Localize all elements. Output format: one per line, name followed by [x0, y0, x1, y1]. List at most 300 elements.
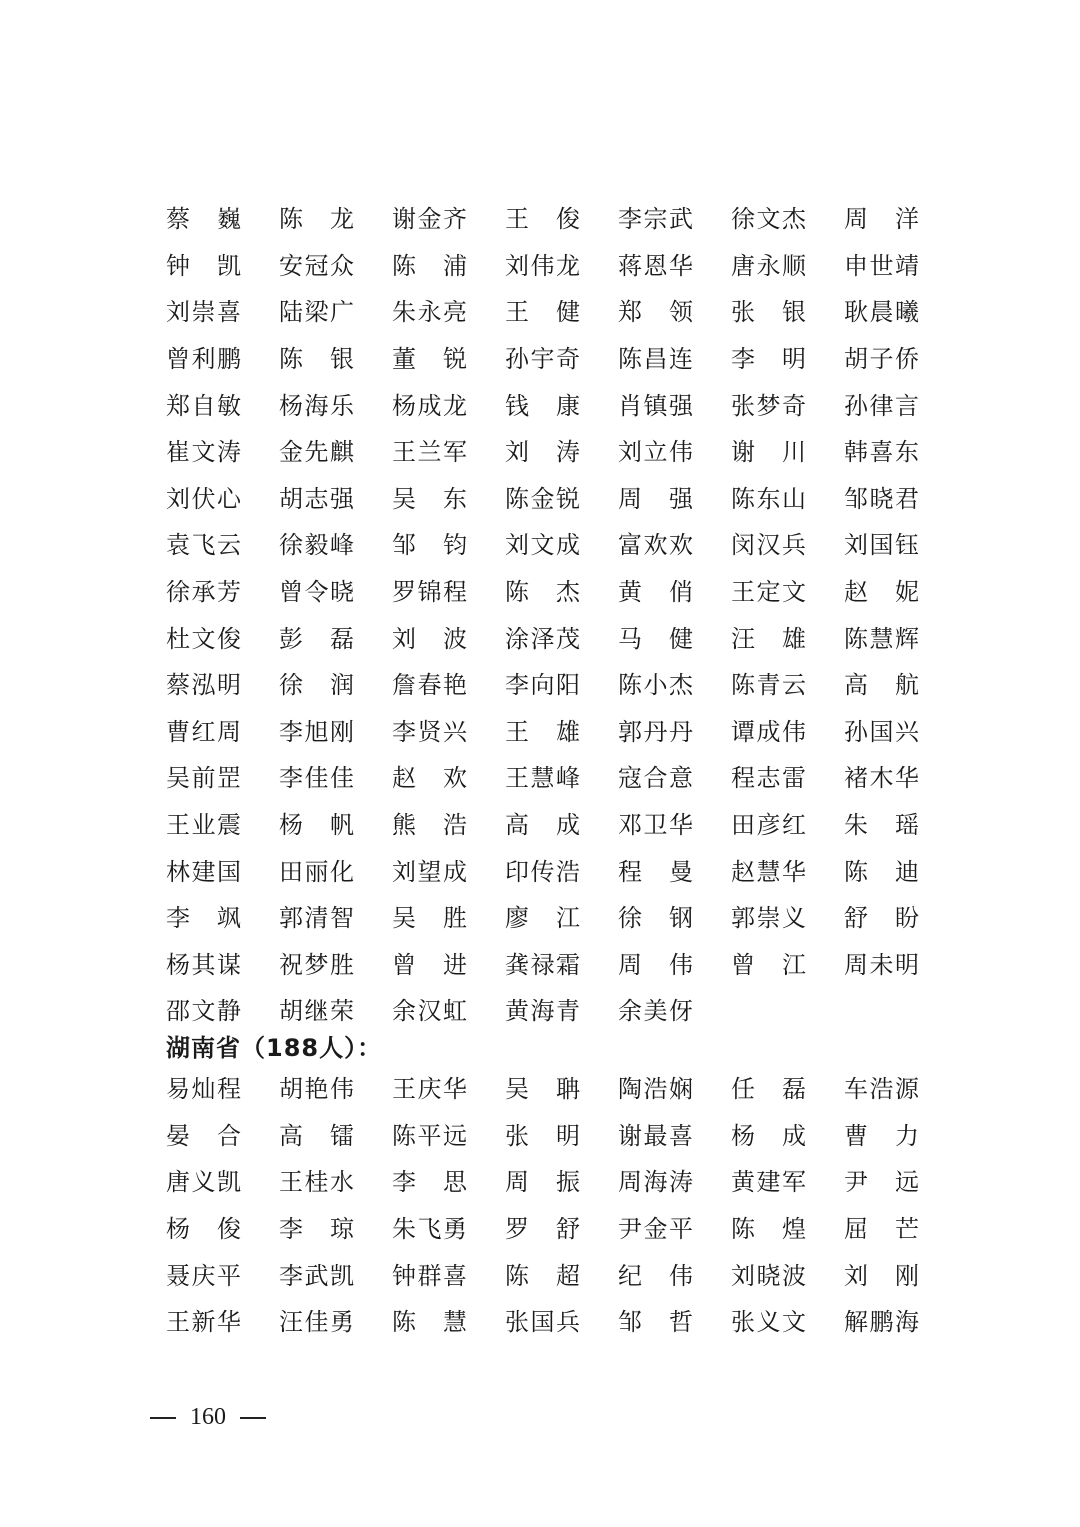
dash-left [150, 1417, 176, 1419]
person-name: 陶 浩 娴 [618, 1075, 693, 1104]
name-cell [279, 903, 392, 933]
name-cell [166, 950, 279, 980]
person-name: 王 桂 水 [279, 1168, 354, 1197]
name-cell [392, 344, 505, 374]
person-name: 郑 自 敏 [166, 391, 241, 420]
name-cell [392, 530, 505, 560]
person-name: 彭 磊 [279, 624, 354, 653]
name-cell [392, 624, 505, 654]
name-cell [618, 903, 731, 933]
name-cell [844, 530, 957, 560]
person-name: 王 业 震 [166, 811, 241, 840]
person-name: 舒 盼 [844, 904, 919, 933]
name-row [166, 196, 926, 243]
person-name: 刘 望 成 [392, 857, 467, 886]
person-name: 孙 律 言 [844, 391, 919, 420]
person-name: 余 汉 虹 [392, 997, 467, 1026]
name-row [166, 1299, 926, 1346]
name-cell [279, 484, 392, 514]
name-cell [618, 996, 731, 1026]
person-name: 金 先 麒 [279, 438, 354, 467]
name-cell [505, 530, 618, 560]
person-name: 郭 清 智 [279, 904, 354, 933]
name-cell [392, 717, 505, 747]
name-row [166, 755, 926, 802]
person-name: 陈 杰 [505, 578, 580, 607]
name-list-section-2 [166, 1066, 926, 1346]
person-name: 刘 刚 [844, 1261, 919, 1290]
person-name: 杨 海 乐 [279, 391, 354, 420]
name-cell [844, 1121, 957, 1151]
name-cell [279, 577, 392, 607]
person-name: 王 雄 [505, 717, 580, 746]
person-name: 唐 永 顺 [731, 251, 806, 280]
person-name: 车 浩 源 [844, 1075, 919, 1104]
name-row [166, 848, 926, 895]
person-name: 屈 芒 [844, 1215, 919, 1244]
person-name: 李 琼 [279, 1215, 354, 1244]
name-row [166, 802, 926, 849]
name-cell [844, 1214, 957, 1244]
name-cell [731, 810, 844, 840]
name-cell [844, 903, 957, 933]
name-cell [279, 204, 392, 234]
person-name: 尹 远 [844, 1168, 919, 1197]
name-row [166, 1206, 926, 1253]
person-name: 汪 雄 [731, 624, 806, 653]
name-cell [844, 484, 957, 514]
name-cell [166, 251, 279, 281]
name-cell [279, 857, 392, 887]
person-name: 陈 龙 [279, 205, 354, 234]
name-cell [844, 717, 957, 747]
name-cell [505, 1167, 618, 1197]
name-cell [731, 1261, 844, 1291]
name-cell [279, 1074, 392, 1104]
person-name: 蔡 泓 明 [166, 671, 241, 700]
name-cell [505, 484, 618, 514]
person-name: 余 美 伢 [618, 997, 693, 1026]
person-name: 田 彦 红 [731, 811, 806, 840]
person-name: 胡 继 荣 [279, 997, 354, 1026]
person-name: 高 航 [844, 671, 919, 700]
name-cell [618, 717, 731, 747]
name-cell [166, 810, 279, 840]
person-name: 詹 春 艳 [392, 671, 467, 700]
person-name: 晏 合 [166, 1121, 241, 1150]
name-cell [618, 437, 731, 467]
name-cell [731, 763, 844, 793]
section-heading-hunan: 湖南省（188人）： [166, 1034, 383, 1062]
person-name: 杨 成 龙 [392, 391, 467, 420]
name-cell [505, 950, 618, 980]
person-name: 陈 慧 [392, 1308, 467, 1337]
person-name: 祝 梦 胜 [279, 950, 354, 979]
person-name: 吴 胜 [392, 904, 467, 933]
person-name: 罗 舒 [505, 1215, 580, 1244]
person-name: 曹 红 周 [166, 717, 241, 746]
person-name: 袁 飞 云 [166, 531, 241, 560]
name-cell [279, 297, 392, 327]
person-name: 陈 东 山 [731, 484, 806, 513]
person-name: 黄 俏 [618, 578, 693, 607]
person-name: 曹 力 [844, 1121, 919, 1150]
name-cell [166, 204, 279, 234]
name-row [166, 615, 926, 662]
person-name: 高 镭 [279, 1121, 354, 1150]
person-name: 郭 崇 义 [731, 904, 806, 933]
person-name: 张 银 [731, 298, 806, 327]
name-cell [505, 437, 618, 467]
name-cell [505, 810, 618, 840]
name-cell [392, 1214, 505, 1244]
person-name: 郭 丹 丹 [618, 717, 693, 746]
name-cell [392, 810, 505, 840]
name-row [166, 1113, 926, 1160]
person-name: 安 冠 众 [279, 251, 354, 280]
name-cell [844, 344, 957, 374]
name-cell [166, 577, 279, 607]
name-row [166, 1066, 926, 1113]
name-cell [618, 950, 731, 980]
person-name: 刘 涛 [505, 438, 580, 467]
name-cell [844, 670, 957, 700]
name-cell [392, 996, 505, 1026]
person-name: 解 鹏 海 [844, 1308, 919, 1337]
person-name: 刘 波 [392, 624, 467, 653]
person-name: 汪 佳 勇 [279, 1308, 354, 1337]
name-cell [505, 1214, 618, 1244]
person-name: 陈 金 锐 [505, 484, 580, 513]
name-cell [392, 1121, 505, 1151]
person-name: 张 梦 奇 [731, 391, 806, 420]
person-name: 杨 其 谋 [166, 950, 241, 979]
person-name: 朱 飞 勇 [392, 1215, 467, 1244]
person-name: 唐 义 凯 [166, 1168, 241, 1197]
person-name: 易 灿 程 [166, 1075, 241, 1104]
person-name: 徐 钢 [618, 904, 693, 933]
person-name: 李 武 凯 [279, 1261, 354, 1290]
person-name: 王 定 文 [731, 578, 806, 607]
name-cell [618, 1074, 731, 1104]
name-cell [392, 763, 505, 793]
name-cell [279, 996, 392, 1026]
person-name: 曾 利 鹏 [166, 345, 241, 374]
name-cell [618, 670, 731, 700]
person-name: 肖 镇 强 [618, 391, 693, 420]
person-name: 刘 文 成 [505, 531, 580, 560]
name-row [166, 1252, 926, 1299]
name-cell [505, 251, 618, 281]
name-cell [618, 624, 731, 654]
name-cell [731, 297, 844, 327]
name-cell [392, 903, 505, 933]
name-row [166, 942, 926, 989]
name-row [166, 1159, 926, 1206]
name-cell [279, 670, 392, 700]
person-name: 林 建 国 [166, 857, 241, 886]
name-cell [844, 251, 957, 281]
name-cell [166, 1121, 279, 1151]
person-name: 周 洋 [844, 205, 919, 234]
name-cell [392, 670, 505, 700]
person-name: 尹 金 平 [618, 1215, 693, 1244]
name-cell [731, 717, 844, 747]
name-cell [505, 577, 618, 607]
name-cell [166, 1261, 279, 1291]
person-name: 杜 文 俊 [166, 624, 241, 653]
person-name: 周 振 [505, 1168, 580, 1197]
person-name: 高 成 [505, 811, 580, 840]
name-cell [392, 950, 505, 980]
name-cell [844, 810, 957, 840]
name-cell [279, 717, 392, 747]
name-cell [166, 484, 279, 514]
person-name: 申 世 靖 [844, 251, 919, 280]
person-name: 张 明 [505, 1121, 580, 1150]
name-cell [731, 1167, 844, 1197]
person-name: 熊 浩 [392, 811, 467, 840]
person-name: 周 伟 [618, 950, 693, 979]
name-cell [279, 624, 392, 654]
name-cell [618, 810, 731, 840]
person-name: 陈 小 杰 [618, 671, 693, 700]
person-name: 印 传 浩 [505, 857, 580, 886]
person-name: 周 海 涛 [618, 1168, 693, 1197]
person-name: 刘 晓 波 [731, 1261, 806, 1290]
name-cell [166, 1074, 279, 1104]
person-name: 胡 志 强 [279, 484, 354, 513]
person-name: 赵 慧 华 [731, 857, 806, 886]
name-cell [166, 1307, 279, 1337]
person-name: 耿 晨 曦 [844, 298, 919, 327]
name-row [166, 522, 926, 569]
person-name: 张 国 兵 [505, 1308, 580, 1337]
person-name: 胡 子 侨 [844, 345, 919, 374]
name-row [166, 243, 926, 290]
name-cell [505, 344, 618, 374]
person-name: 朱 瑶 [844, 811, 919, 840]
person-name: 李 佳 佳 [279, 764, 354, 793]
name-cell [392, 1074, 505, 1104]
person-name: 孙 国 兴 [844, 717, 919, 746]
person-name: 曾 令 晓 [279, 578, 354, 607]
name-cell [505, 204, 618, 234]
person-name: 谭 成 伟 [731, 717, 806, 746]
name-cell [505, 297, 618, 327]
person-name: 任 磊 [731, 1075, 806, 1104]
name-cell [166, 857, 279, 887]
name-cell [731, 1074, 844, 1104]
person-name: 吴 东 [392, 484, 467, 513]
name-cell [731, 530, 844, 560]
name-cell [505, 857, 618, 887]
name-cell [618, 297, 731, 327]
person-name: 陈 浦 [392, 251, 467, 280]
name-cell [731, 1214, 844, 1244]
name-cell [618, 344, 731, 374]
name-cell [844, 391, 957, 421]
name-cell [618, 1121, 731, 1151]
person-name: 陈 超 [505, 1261, 580, 1290]
person-name: 刘 伟 龙 [505, 251, 580, 280]
name-row [166, 382, 926, 429]
name-cell [618, 484, 731, 514]
name-cell [618, 204, 731, 234]
person-name: 曾 江 [731, 950, 806, 979]
person-name: 纪 伟 [618, 1261, 693, 1290]
name-cell [166, 763, 279, 793]
name-cell [505, 624, 618, 654]
person-name: 廖 江 [505, 904, 580, 933]
name-cell [618, 1307, 731, 1337]
name-cell [392, 484, 505, 514]
person-name: 程 曼 [618, 857, 693, 886]
person-name: 陈 慧 辉 [844, 624, 919, 653]
name-cell [279, 763, 392, 793]
person-name: 谢 最 喜 [618, 1121, 693, 1150]
person-name: 刘 崇 喜 [166, 298, 241, 327]
name-cell [618, 1167, 731, 1197]
name-cell [392, 251, 505, 281]
name-cell [844, 857, 957, 887]
name-cell [731, 670, 844, 700]
name-cell [166, 437, 279, 467]
name-cell [731, 624, 844, 654]
name-cell [279, 1214, 392, 1244]
name-cell [731, 1307, 844, 1337]
person-name: 涂 泽 茂 [505, 624, 580, 653]
person-name: 陈 昌 连 [618, 345, 693, 374]
person-name: 吴 聃 [505, 1075, 580, 1104]
person-name: 罗 锦 程 [392, 578, 467, 607]
person-name: 闵 汉 兵 [731, 531, 806, 560]
person-name: 钟 群 喜 [392, 1261, 467, 1290]
name-cell [731, 204, 844, 234]
name-cell [844, 204, 957, 234]
name-row [166, 662, 926, 709]
name-cell [279, 1121, 392, 1151]
person-name: 徐 承 芳 [166, 578, 241, 607]
name-cell [505, 670, 618, 700]
person-name: 李 飒 [166, 904, 241, 933]
name-cell [618, 1214, 731, 1244]
person-name: 邹 哲 [618, 1308, 693, 1337]
name-cell [618, 763, 731, 793]
person-name: 陈 迪 [844, 857, 919, 886]
person-name: 龚 禄 霜 [505, 950, 580, 979]
person-name: 富 欢 欢 [618, 531, 693, 560]
name-cell [392, 204, 505, 234]
person-name: 钱 康 [505, 391, 580, 420]
name-cell [392, 1307, 505, 1337]
name-cell [618, 530, 731, 560]
name-cell [279, 810, 392, 840]
person-name: 杨 俊 [166, 1215, 241, 1244]
name-cell [505, 763, 618, 793]
name-cell [166, 903, 279, 933]
person-name: 周 未 明 [844, 950, 919, 979]
person-name: 李 旭 刚 [279, 717, 354, 746]
name-cell [279, 437, 392, 467]
name-cell [844, 1074, 957, 1104]
name-cell [505, 1121, 618, 1151]
dash-right [240, 1417, 266, 1419]
name-cell [166, 996, 279, 1026]
person-name: 张 义 文 [731, 1308, 806, 1337]
name-cell [731, 391, 844, 421]
person-name: 蒋 恩 华 [618, 251, 693, 280]
person-name: 王 新 华 [166, 1308, 241, 1337]
person-name: 褚 木 华 [844, 764, 919, 793]
person-name: 邹 钧 [392, 531, 467, 560]
person-name: 李 向 阳 [505, 671, 580, 700]
name-cell [505, 996, 618, 1026]
person-name: 陈 青 云 [731, 671, 806, 700]
person-name: 郑 领 [618, 298, 693, 327]
name-row [166, 289, 926, 336]
person-name: 马 健 [618, 624, 693, 653]
name-cell [844, 1167, 957, 1197]
name-cell [392, 391, 505, 421]
person-name: 刘 立 伟 [618, 438, 693, 467]
name-cell [618, 577, 731, 607]
name-cell [505, 391, 618, 421]
person-name: 李 宗 武 [618, 205, 693, 234]
person-name: 王 健 [505, 298, 580, 327]
name-cell [731, 1121, 844, 1151]
person-name: 刘 伏 心 [166, 484, 241, 513]
name-cell [166, 670, 279, 700]
person-name: 徐 毅 峰 [279, 531, 354, 560]
person-name: 蔡 巍 [166, 205, 241, 234]
person-name: 王 俊 [505, 205, 580, 234]
name-cell [505, 1074, 618, 1104]
name-cell [166, 530, 279, 560]
person-name: 李 明 [731, 345, 806, 374]
person-name: 黄 海 青 [505, 997, 580, 1026]
page-footer [150, 1404, 266, 1431]
name-cell [279, 530, 392, 560]
name-cell [392, 1167, 505, 1197]
person-name: 王 庆 华 [392, 1075, 467, 1104]
person-name: 钟 凯 [166, 251, 241, 280]
name-cell [618, 1261, 731, 1291]
name-row [166, 429, 926, 476]
person-name: 寇 合 意 [618, 764, 693, 793]
name-cell [844, 577, 957, 607]
name-cell [166, 1214, 279, 1244]
name-cell [279, 1167, 392, 1197]
person-name: 陈 煌 [731, 1215, 806, 1244]
name-cell [844, 624, 957, 654]
name-cell [279, 344, 392, 374]
person-name: 邵 文 静 [166, 997, 241, 1026]
name-row [166, 476, 926, 523]
name-cell [844, 437, 957, 467]
name-cell [731, 903, 844, 933]
person-name: 王 慧 峰 [505, 764, 580, 793]
person-name: 吴 前 罡 [166, 764, 241, 793]
name-cell [279, 1307, 392, 1337]
name-cell [279, 950, 392, 980]
person-name: 陈 银 [279, 345, 354, 374]
person-name: 胡 艳 伟 [279, 1075, 354, 1104]
person-name: 聂 庆 平 [166, 1261, 241, 1290]
name-cell [505, 1307, 618, 1337]
person-name: 孙 宇 奇 [505, 345, 580, 374]
name-cell [731, 857, 844, 887]
